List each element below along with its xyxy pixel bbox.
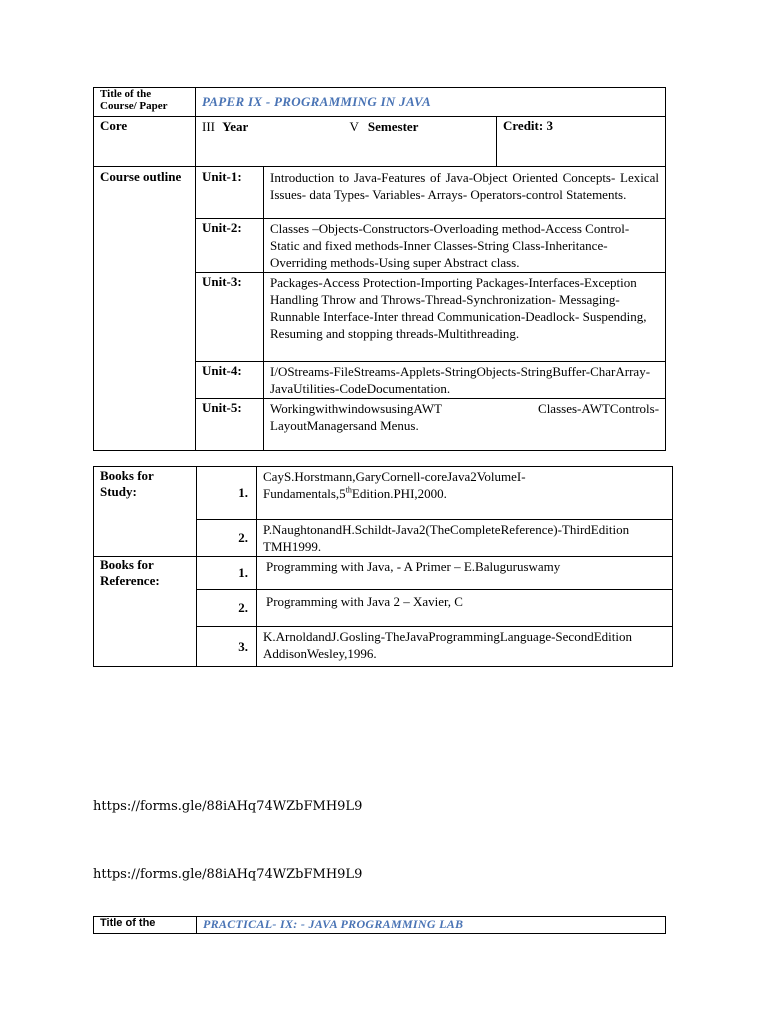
unit-label: Unit-1: <box>196 167 264 219</box>
unit-text: Classes –Objects-Constructors-Overloading method-Access Control- Static and fixed methods-Inner Classes-String Class-Inheritance- Overriding methods-Using super Abstract class. <box>264 219 666 273</box>
books-study-label: Books for Study: <box>94 467 197 557</box>
books-table <box>93 466 673 667</box>
paper-title: PAPER IX - PROGRAMMING IN JAVA <box>196 88 666 117</box>
book-num: 1. <box>197 557 257 590</box>
unit-label: Unit-5: <box>196 399 264 451</box>
form-link[interactable]: https://forms.gle/88iAHq74WZbFMH9L9 <box>93 867 363 882</box>
unit-text: Introduction to Java-Features of Java-Object Oriented Concepts- Lexical Issues- data Types- Variables- Arrays- Operators-control Statements. <box>264 167 666 219</box>
book-text-b: Edition.PHI,2000. <box>351 486 447 501</box>
practical-table <box>93 916 666 934</box>
books-ref-label: Books for Reference: <box>94 557 197 667</box>
course-table <box>93 87 666 451</box>
book-num: 2. <box>197 590 257 627</box>
book-text-a: CayS.Horstmann,GaryCornell-coreJava2VolumeI-Fundamentals,5 <box>263 469 526 501</box>
unit-text: WorkingwithwindowsusingAWT Classes-AWTControls-LayoutManagersand Menus. <box>264 399 666 451</box>
credit: Credit: 3 <box>497 117 666 167</box>
unit-label: Unit-4: <box>196 362 264 399</box>
year-label: Year <box>222 119 249 134</box>
year-semester <box>196 117 497 167</box>
unit-label: Unit-2: <box>196 219 264 273</box>
outline-label: Course outline <box>94 167 196 451</box>
practical-title: PRACTICAL- IX: - JAVA PROGRAMMING LAB <box>197 917 666 934</box>
book-num: 2. <box>197 520 257 557</box>
book-text <box>257 467 673 520</box>
sem-num: V <box>349 119 359 134</box>
core-label: Core <box>94 117 196 167</box>
title-label: Title of the Course/ Paper <box>94 88 196 117</box>
sem-label: Semester <box>367 119 419 134</box>
unit-text: I/OStreams-FileStreams-Applets-StringObjects-StringBuffer-CharArray-JavaUtilities-CodeDocumentation. <box>264 362 666 399</box>
practical-title-label: Title of the <box>94 917 197 934</box>
book-text: P.NaughtonandH.Schildt-Java2(TheCompleteReference)-ThirdEdition TMH1999. <box>257 520 673 557</box>
book-text: Programming with Java, - A Primer – E.Baluguruswamy <box>257 557 673 590</box>
form-link[interactable]: https://forms.gle/88iAHq74WZbFMH9L9 <box>93 799 363 814</box>
book-text: Programming with Java 2 – Xavier, C <box>257 590 673 627</box>
unit-label: Unit-3: <box>196 273 264 362</box>
unit-text: Packages-Access Protection-Importing Packages-Interfaces-Exception Handling Throw and Throws-Thread-Synchronization- Messaging-Runnable Interface-Inter thread Communication-Deadlock- Suspending, Resuming and stopping threads-Multithreading. <box>264 273 666 362</box>
book-text: K.ArnoldandJ.Gosling-TheJavaProgrammingLanguage-SecondEdition AddisonWesley,1996. <box>257 627 673 667</box>
year-num: III <box>202 119 215 134</box>
book-num: 1. <box>197 467 257 520</box>
book-sup: th <box>345 485 352 495</box>
book-num: 3. <box>197 627 257 667</box>
